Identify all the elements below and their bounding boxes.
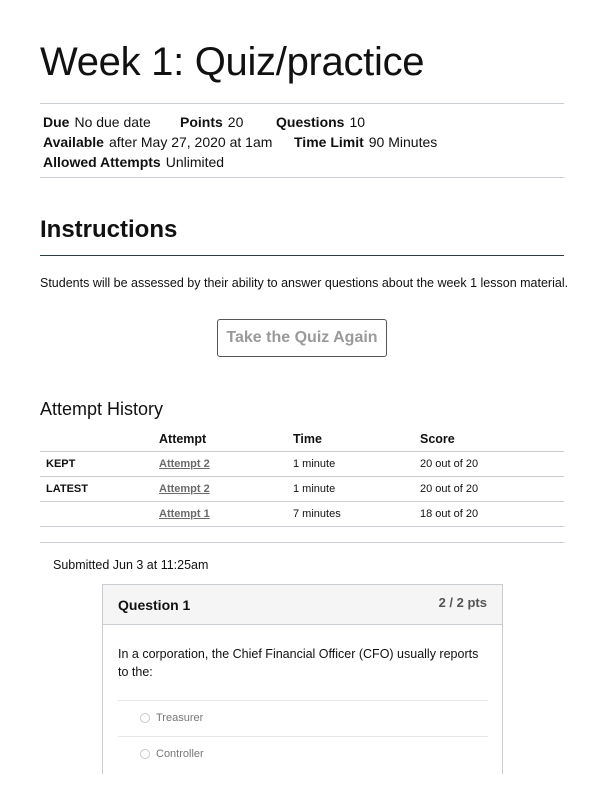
due-label: Due bbox=[43, 114, 70, 130]
answer-option[interactable] bbox=[118, 736, 488, 772]
available-value: after May 27, 2020 at 1am bbox=[108, 134, 273, 150]
due-value: No due date bbox=[74, 114, 151, 130]
history-divider bbox=[40, 542, 564, 543]
instructions-heading: Instructions bbox=[40, 216, 178, 243]
attempt-tag: LATEST bbox=[40, 476, 159, 501]
question-points: 2 / 2 pts bbox=[438, 595, 487, 610]
points-value: 20 bbox=[227, 114, 244, 130]
take-quiz-again-button[interactable]: Take the Quiz Again bbox=[217, 319, 387, 357]
column-header-time: Time bbox=[293, 427, 420, 451]
table-row bbox=[40, 501, 564, 526]
attempt-history-title: Attempt History bbox=[40, 399, 164, 419]
points-meta bbox=[180, 114, 243, 130]
attempt-tag bbox=[40, 501, 159, 526]
answer-label: Controller bbox=[156, 748, 204, 760]
questions-label: Questions bbox=[276, 114, 345, 130]
question-text: In a corporation, the Chief Financial Officer (CFO) usually reports to the: bbox=[118, 647, 479, 679]
table-row bbox=[40, 451, 564, 476]
column-header-tag bbox=[40, 427, 159, 451]
question-title: Question 1 bbox=[118, 597, 191, 613]
attempt-time: 1 minute bbox=[293, 476, 420, 501]
available-label: Available bbox=[43, 134, 104, 150]
attempts-value: Unlimited bbox=[165, 154, 225, 170]
attempt-score: 20 out of 20 bbox=[420, 476, 564, 501]
questions-meta bbox=[276, 114, 365, 130]
submitted-timestamp: Submitted Jun 3 at 11:25am bbox=[53, 558, 209, 572]
column-header-score: Score bbox=[420, 427, 564, 451]
attempt-link[interactable]: Attempt 2 bbox=[159, 482, 210, 495]
page-title: Week 1: Quiz/practice bbox=[40, 40, 425, 84]
time-limit-label: Time Limit bbox=[294, 134, 364, 150]
attempt-link[interactable]: Attempt 2 bbox=[159, 457, 210, 470]
question-header bbox=[103, 585, 502, 625]
attempts-meta bbox=[43, 154, 224, 170]
column-header-attempt: Attempt bbox=[159, 427, 293, 451]
time-limit-value: 90 Minutes bbox=[368, 134, 438, 150]
due-meta bbox=[43, 114, 151, 130]
radio-icon[interactable] bbox=[140, 713, 150, 723]
attempt-time: 1 minute bbox=[293, 451, 420, 476]
time-limit-meta bbox=[294, 134, 437, 150]
attempt-score: 18 out of 20 bbox=[420, 501, 564, 526]
attempts-label: Allowed Attempts bbox=[43, 154, 161, 170]
radio-icon[interactable] bbox=[140, 749, 150, 759]
answer-label: Treasurer bbox=[156, 712, 204, 724]
attempt-tag: KEPT bbox=[40, 451, 159, 476]
instructions-text: Students will be assessed by their ability to answer questions about the week 1 lesson material. bbox=[40, 276, 569, 290]
questions-value: 10 bbox=[349, 114, 366, 130]
attempt-time: 7 minutes bbox=[293, 501, 420, 526]
table-row bbox=[40, 476, 564, 501]
answer-option[interactable] bbox=[118, 700, 488, 736]
question-card bbox=[102, 584, 503, 774]
instructions-divider bbox=[40, 255, 564, 256]
points-label: Points bbox=[180, 114, 223, 130]
table-header-row bbox=[40, 427, 564, 451]
attempt-score: 20 out of 20 bbox=[420, 451, 564, 476]
attempt-history-table bbox=[40, 427, 564, 527]
available-meta bbox=[43, 134, 272, 150]
attempt-link[interactable]: Attempt 1 bbox=[159, 507, 210, 520]
quiz-details bbox=[40, 103, 564, 178]
